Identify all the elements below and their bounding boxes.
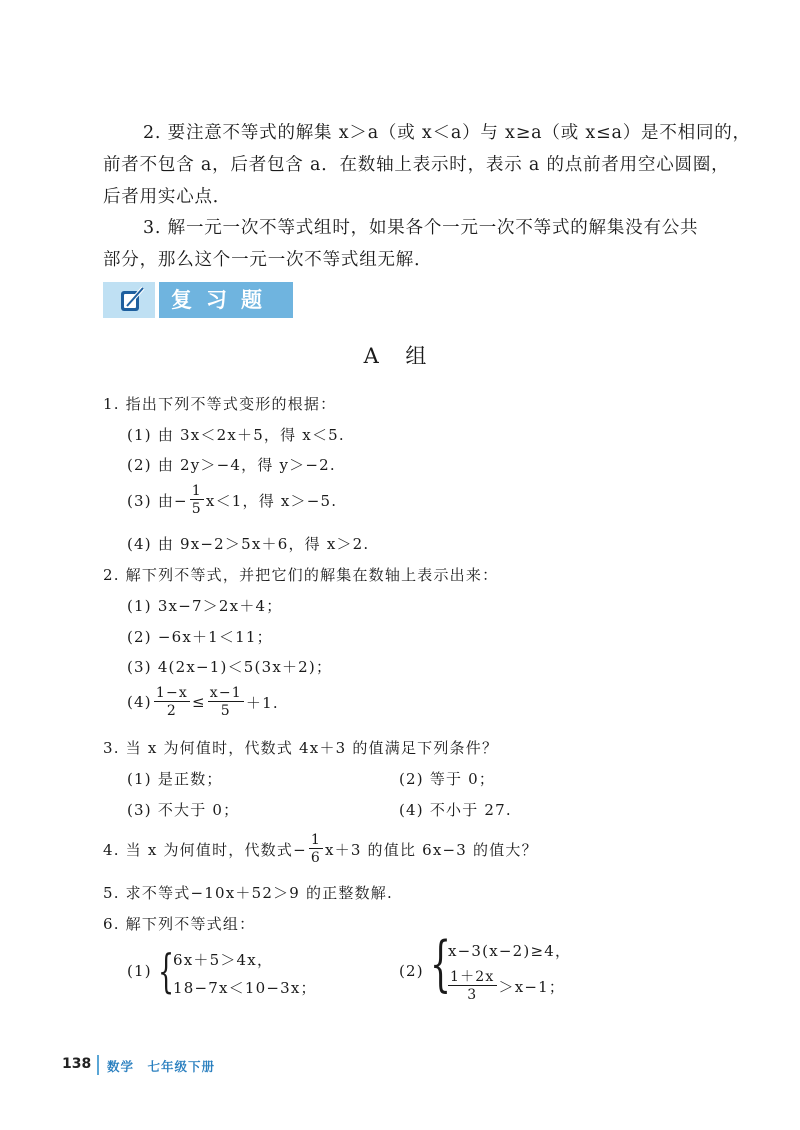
question-6-stem: 6. 解下列不等式组： (103, 915, 256, 933)
question-6-system-1-line-1: 6x＋5＞4x， (173, 951, 274, 969)
fraction-numerator: 1 (191, 483, 202, 499)
question-4-suffix: x＋3 的值比 6x−3 的值大？ (324, 840, 538, 859)
less-equal-sign: ≤ (192, 693, 206, 711)
book-title: 数学 七年级下册 (107, 1059, 216, 1074)
fraction-denominator: 6 (310, 850, 321, 866)
question-2-item-2: (2) −6x＋1＜11； (127, 628, 273, 646)
summary-point-2-line-1: 2. 要注意不等式的解集 x＞a（或 x＜a）与 x≥a（或 x≤a）是不相同的， (143, 123, 751, 143)
summary-point-2-line-3: 后者用实心点． (103, 187, 232, 207)
summary-point-2-line-2: 前者不包含 a，后者包含 a．在数轴上表示时，表示 a 的点前者用空心圆圈， (103, 155, 730, 175)
fraction-x-minus-1-over-5 (208, 686, 244, 718)
pencil-notebook-icon (103, 282, 155, 318)
fraction-one-plus-2x-over-3 (448, 970, 497, 1002)
question-4 (103, 833, 538, 865)
fraction-denominator: 2 (166, 703, 177, 719)
fraction-one-minus-x-over-2 (154, 686, 190, 718)
summary-point-3-line-1: 3. 解一元一次不等式组时，如果各个一元一次不等式的解集没有公共 (143, 218, 699, 238)
question-3-item-1: (1) 是正数； (127, 770, 223, 788)
question-6-system-2-label: (2) (399, 962, 424, 980)
section-title: 复习题 (159, 282, 293, 318)
left-brace-2: { (430, 929, 452, 999)
question-6-system-2-line-2 (446, 970, 565, 1002)
review-section-header (103, 282, 293, 318)
fraction-one-sixth (309, 833, 323, 865)
summary-point-3-line-2: 部分，那么这个一元一次不等式组无解． (103, 250, 433, 270)
question-5: 5. 求不等式−10x＋52＞9 的正整数解. (103, 884, 393, 902)
question-6-system-1-label: (1) (127, 962, 152, 980)
question-2-item-1: (1) 3x−7＞2x＋4； (127, 597, 283, 615)
fraction-denominator: 5 (220, 703, 231, 719)
question-1-item-3-prefix: (3) 由− (127, 491, 188, 510)
question-3-item-4: (4) 不小于 27. (399, 801, 512, 819)
question-3-item-2: (2) 等于 0； (399, 770, 496, 788)
fraction-denominator: 3 (467, 987, 478, 1003)
fraction-numerator: 1−x (155, 685, 188, 701)
question-6-system-1-line-2: 18−7x＜10−3x； (173, 979, 317, 997)
fraction-numerator: 1＋2x (450, 969, 495, 985)
question-2-item-4-prefix: (4) (127, 693, 152, 711)
footer-divider (97, 1055, 99, 1075)
question-6-system-2-line-1: x−3(x−2)≥4， (448, 942, 572, 960)
question-2-item-4-suffix: ＋1. (245, 693, 279, 712)
left-brace-1: { (158, 944, 175, 998)
question-1-item-4: (4) 由 9x−2＞5x＋6，得 x＞2. (127, 535, 370, 553)
question-1-item-1: (1) 由 3x＜2x＋5，得 x＜5. (127, 426, 345, 444)
question-6-system-2-line-2-suffix: ＞x−1； (498, 977, 566, 996)
fraction-numerator: 1 (310, 832, 321, 848)
question-3-item-3: (3) 不大于 0； (127, 801, 240, 819)
question-1-item-3-suffix: x＜1，得 x＞−5. (205, 491, 338, 510)
fraction-numerator: x−1 (209, 685, 242, 701)
question-2-item-4 (127, 686, 279, 718)
question-1-item-3 (127, 484, 337, 516)
question-1-item-2: (2) 由 2y＞−4，得 y＞−2. (127, 456, 336, 474)
question-2-stem: 2. 解下列不等式，并把它们的解集在数轴上表示出来： (103, 566, 499, 584)
question-1-stem: 1. 指出下列不等式变形的根据： (103, 395, 337, 413)
fraction-one-fifth (190, 484, 204, 516)
group-title: A 组 (363, 344, 437, 368)
question-4-prefix: 4. 当 x 为何值时，代数式− (103, 840, 307, 859)
question-3-stem: 3. 当 x 为何值时，代数式 4x＋3 的值满足下列条件？ (103, 739, 499, 757)
fraction-denominator: 5 (191, 501, 202, 517)
page-number: 138 (62, 1056, 92, 1072)
question-2-item-3: (3) 4(2x−1)＜5(3x＋2)； (127, 658, 333, 676)
